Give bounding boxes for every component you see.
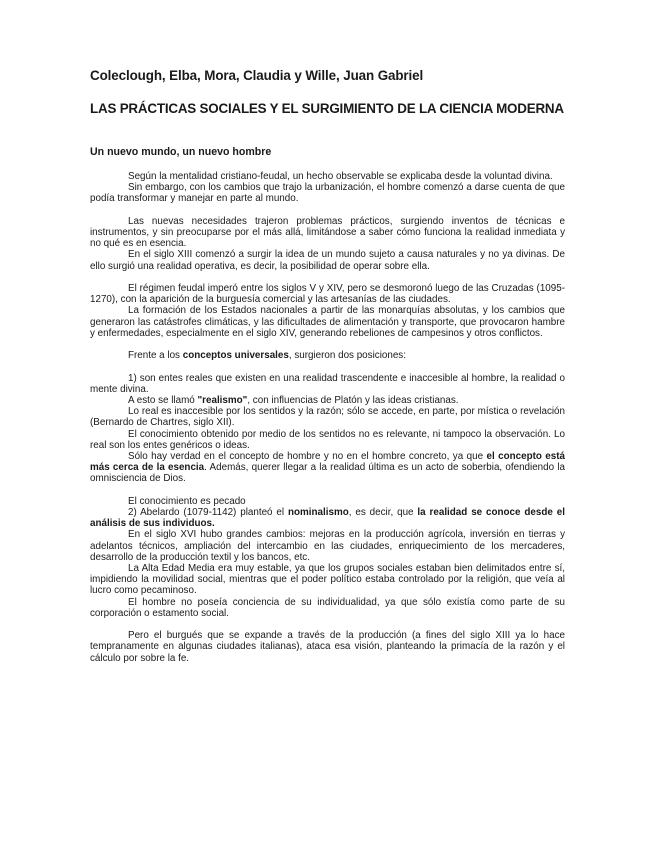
paragraph: [90, 451, 565, 485]
text-run: . Además, querer llegar a la realidad última es un acto de soberbia, ofendiendo la omnisciencia de Dios.: [90, 462, 565, 485]
document-title: LAS PRÁCTICAS SOCIALES Y EL SURGIMIENTO DE LA CIENCIA MODERNA: [90, 101, 564, 116]
paragraph: La Alta Edad Media era muy estable, ya que los grupos sociales estaban bien delimitados entre sí, impidiendo la movilidad social, mientras que el poder político estaba controlado por la religión, que veía al lucro como pecaminoso.: [90, 563, 565, 597]
text-run: , es decir, que: [348, 507, 418, 519]
bold-term: nominalismo: [288, 507, 349, 519]
authors-line: Coleclough, Elba, Mora, Claudia y Wille, Juan Gabriel: [90, 68, 424, 83]
bold-term: el concepto está más cerca de la esencia: [90, 451, 565, 474]
paragraph: [90, 350, 565, 361]
text-run: Sólo hay verdad en el concepto de hombre y no en el hombre concreto, ya que: [128, 451, 487, 463]
paragraph: El régimen feudal imperó entre los siglos V y XIV, pero se desmoronó luego de las Cruzadas (1095-1270), con la aparición de la burguesía comercial y las artesanías de las ciudades.: [90, 283, 565, 306]
paragraph: En el siglo XVI hubo grandes cambios: mejoras en la producción agrícola, inversión en tierras y adelantos técnicos, ampliación del intercambio en las ciudades, enriquecimiento de los mercaderes, desarrollo de la producción textil y los bancos, etc.: [90, 529, 565, 563]
paragraph: [90, 507, 565, 529]
text-run: Frente a los: [128, 350, 183, 362]
text-run: , surgieron dos posiciones:: [288, 350, 406, 362]
paragraph: El conocimiento es pecado: [128, 495, 246, 507]
paragraph: Según la mentalidad cristiano-feudal, un hecho observable se explicaba desde la voluntad divina.: [128, 171, 553, 182]
text-run: , con influencias de Platón y las ideas cristianas.: [247, 395, 459, 406]
text-run: A esto se llamó: [128, 395, 198, 406]
paragraph: El hombre no poseía conciencia de su individualidad, ya que sólo existía como parte de su corporación o estamento social.: [90, 596, 565, 619]
paragraph: Pero el burgués que se expande a través de la producción (a fines del siglo XIII ya lo hace tempranamente en algunas ciudades italianas), ataca esa visión, planteando la primacía de la razón y el cálculo por sobre la fe.: [90, 630, 565, 664]
paragraph: En el siglo XIII comenzó a surgir la idea de un mundo sujeto a causa naturales y no ya divinas. De ello surgió una realidad operativa, es decir, la posibilidad de operar sobre ella.: [90, 249, 565, 272]
paragraph: El conocimiento obtenido por medio de los sentidos no es relevante, ni tampoco la observación. Lo real son los entes genéricos o ideas.: [90, 428, 565, 451]
paragraph: [90, 395, 565, 406]
paragraph: Lo real es inaccesible por los sentidos y la razón; sólo se accede, en parte, por mística o revelación (Bernardo de Chartres, siglo XII).: [90, 406, 565, 429]
section-heading: Un nuevo mundo, un nuevo hombre: [90, 146, 272, 158]
bold-term: conceptos universales: [182, 350, 289, 362]
paragraph: Sin embargo, con los cambios que trajo la urbanización, el hombre comenzó a darse cuenta de que podía transformar y manejar en parte al mundo.: [90, 182, 565, 205]
paragraph: Las nuevas necesidades trajeron problemas prácticos, surgiendo inventos de técnicas e instrumentos, y sin preocuparse por el más allá, limitándose a saber cómo funciona la realidad inmediata y no qué es en esencia.: [90, 215, 565, 250]
paragraph: 1) son entes reales que existen en una realidad trascendente e inaccesible al hombre, la realidad o mente divina.: [90, 372, 565, 395]
document-page: [90, 68, 565, 664]
text-run: 2) Abelardo (1079-1142) planteó el: [128, 507, 288, 519]
bold-term: la realidad se conoce desde el análisis de sus individuos.: [90, 507, 565, 530]
paragraph: La formación de los Estados nacionales a partir de las monarquías absolutas, y los cambios que generaron las catástrofes climáticas, y las dificultades de alimentación y transporte, que provocaron hambre y enfermedades, especialmente en el siglo XIV, generando rebeliones de campesinos y otros conflictos.: [90, 305, 565, 339]
bold-term: "realismo": [197, 395, 248, 406]
